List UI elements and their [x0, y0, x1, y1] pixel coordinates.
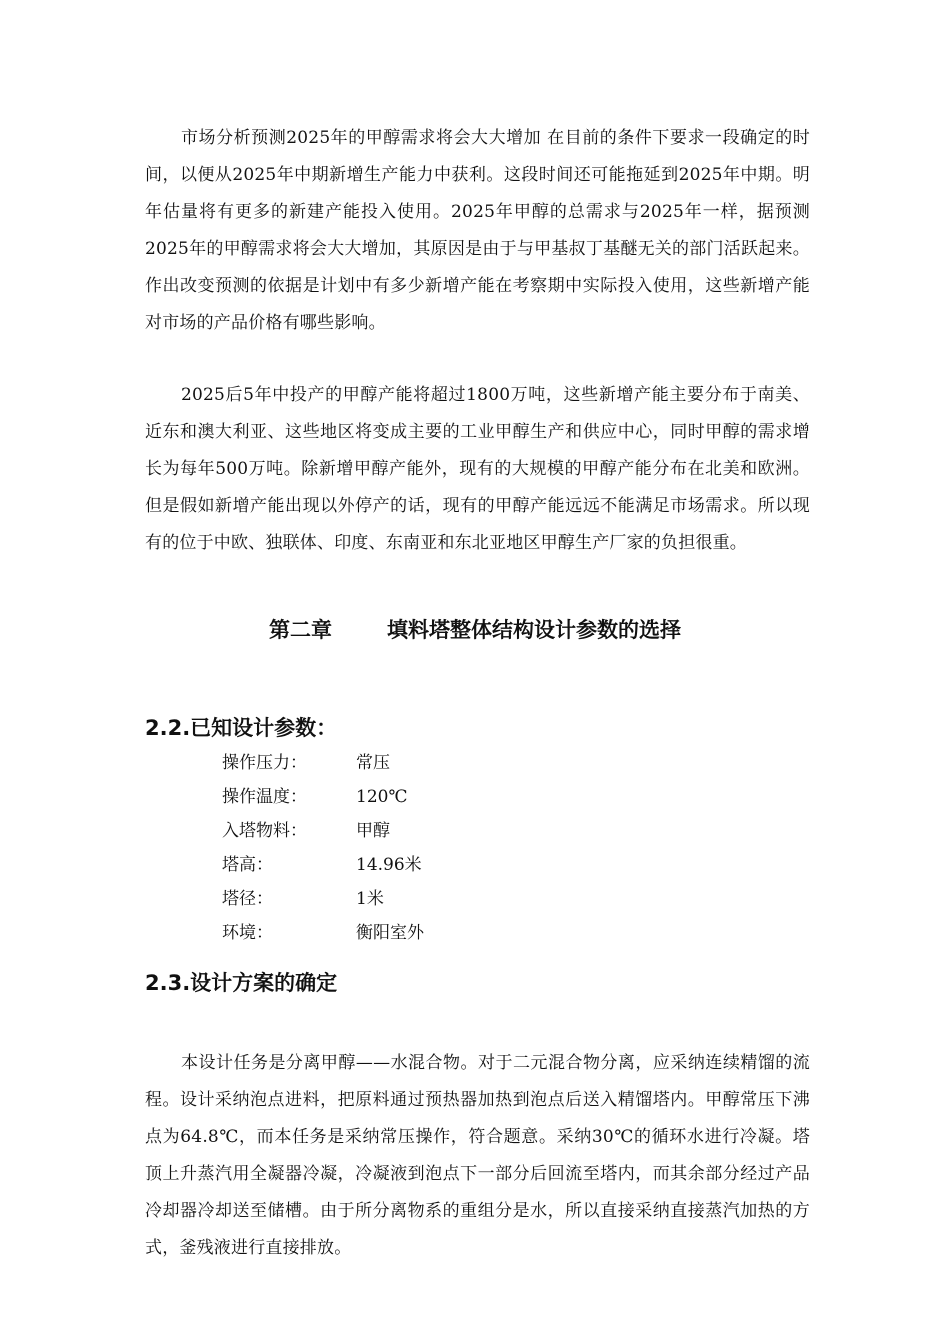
- chapter-heading: [0, 612, 950, 648]
- parameter-value: 120℃: [356, 787, 408, 807]
- parameter-label: 操作压力：: [222, 753, 307, 773]
- parameter-label: 塔径：: [222, 889, 273, 909]
- parameter-value: 甲醇: [356, 821, 390, 841]
- parameter-value: 1米: [356, 889, 384, 909]
- section-heading-known-params: 2.2.已知设计参数：: [145, 716, 338, 740]
- parameter-list: [222, 746, 622, 950]
- paragraph-design-scheme: 本设计任务是分离甲醇——水混合物。对于二元混合物分离，应采纳连续精馏的流程。设计采纳泡点进料，把原料通过预热器加热到泡点后送入精馏塔内。甲醇常压下沸点为64.8℃，而本任务是采纳常压操作，符合题意。采纳30℃的循环水进行冷凝。塔顶上升蒸汽用全凝器冷凝，冷凝液到泡点下一部分后回流至塔内，而其余部分经过产品冷却器冷却送至储槽。由于所分离物系的重组分是水，所以直接采纳直接蒸汽加热的方式，釜残液进行直接排放。: [145, 1053, 810, 1258]
- parameter-row: [222, 882, 622, 916]
- parameter-value: 衡阳室外: [356, 923, 424, 943]
- parameter-label: 塔高：: [222, 855, 273, 875]
- parameter-row: [222, 848, 622, 882]
- paragraph-capacity-distribution: 2025后5年中投产的甲醇产能将超过1800万吨，这些新增产能主要分布于南美、近东和澳大利亚、这些地区将变成主要的工业甲醇生产和供应中心，同时甲醇的需求增长为每年500万吨。除新增甲醇产能外，现有的大规模的甲醇产能分布在北美和欧洲。但是假如新增产能出现以外停产的话，现有的甲醇产能远远不能满足市场需求。所以现有的位于中欧、独联体、印度、东南亚和东北亚地区甲醇生产厂家的负担很重。: [145, 385, 810, 553]
- parameter-row: [222, 916, 622, 950]
- paragraph-market-forecast: 市场分析预测2025年的甲醇需求将会大大增加 在目前的条件下要求一段确定的时间，以便从2025年中期新增生产能力中获利。这段时间还可能拖延到2025年中期。明年估量将有更多的新建产能投入使用。2025年甲醇的总需求与2025年一样，据预测2025年的甲醇需求将会大大增加，其原因是由于与甲基叔丁基醚无关的部门活跃起来。作出改变预测的依据是计划中有多少新增产能在考察期中实际投入使用，这些新增产能对市场的产品价格有哪些影响。: [145, 128, 810, 333]
- parameter-row: [222, 746, 622, 780]
- parameter-value: 14.96米: [356, 855, 422, 875]
- parameter-value: 常压: [356, 753, 390, 773]
- section-heading-design-scheme: 2.3.设计方案的确定: [145, 971, 338, 995]
- parameter-label: 入塔物料：: [222, 821, 307, 841]
- chapter-number: 第二章: [269, 618, 332, 642]
- parameter-label: 环境：: [222, 923, 273, 943]
- parameter-row: [222, 780, 622, 814]
- chapter-title: 填料塔整体结构设计参数的选择: [387, 618, 681, 642]
- parameter-row: [222, 814, 622, 848]
- parameter-label: 操作温度：: [222, 787, 307, 807]
